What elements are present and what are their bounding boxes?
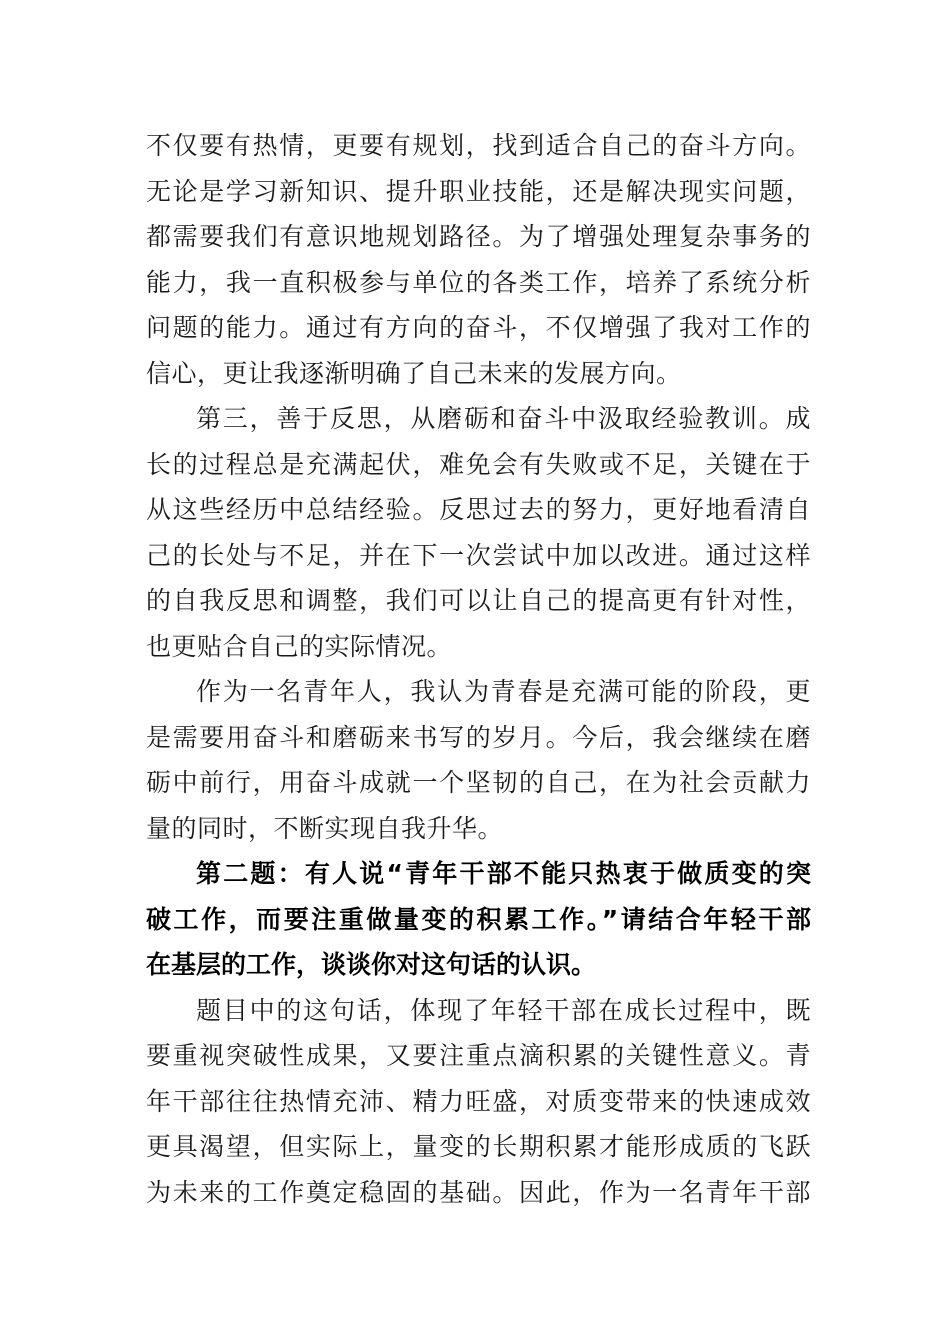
text-line: 要重视突破性成果，又要注重点滴积累的关键性意义。青 (146, 1041, 811, 1070)
text-line: 不仅要有热情，更要有规划，找到适合自己的奋斗方向。 (146, 131, 811, 160)
text-line: 问题的能力。通过有方向的奋斗，不仅增强了我对工作的 (146, 313, 811, 342)
text-line: 年干部往往热情充沛、精力旺盛，对质变带来的快速成效 (146, 1086, 811, 1116)
text-line: 为未来的工作奠定稳固的基础。因此，作为一名青年干部 (146, 1177, 811, 1207)
text-line: 从这些经历中总结经验。反思过去的努力，更好地看清自 (146, 495, 811, 524)
text-line: 砺中前行，用奋斗成就一个坚韧的自己，在为社会贡献力 (146, 768, 811, 797)
text-line: 长的过程总是充满起伏，难免会有失败或不足，关键在于 (146, 449, 811, 479)
question-heading-line: 破工作，而要注重做量变的积累工作。”请结合年轻干部 (146, 904, 811, 934)
text-line: 量的同时，不断实现自我升华。 (146, 813, 504, 843)
paragraph-first-line: 作为一名青年人，我认为青春是充满可能的阶段，更 (196, 677, 811, 706)
text-line: 更具渴望，但实际上，量变的长期积累才能形成质的飞跃 (146, 1132, 811, 1161)
paragraph-first-line: 题目中的这句话，体现了年轻干部在成长过程中，既 (196, 995, 811, 1025)
document-body (146, 123, 811, 1215)
question-heading-line: 第二题：有人说“青年干部不能只热衷于做质变的突 (196, 859, 811, 888)
paragraph-first-line: 第三，善于反思，从磨砺和奋斗中汲取经验教训。成 (196, 404, 811, 433)
text-line: 无论是学习新知识、提升职业技能，还是解决现实问题， (146, 176, 811, 206)
text-line: 的自我反思和调整，我们可以让自己的提高更有针对性， (146, 586, 811, 615)
text-line: 也更贴合自己的实际情况。 (146, 631, 453, 661)
text-line: 是需要用奋斗和磨砺来书写的岁月。今后，我会继续在磨 (146, 722, 811, 752)
text-line: 能力，我一直积极参与单位的各类工作，培养了系统分析 (146, 267, 811, 297)
text-line: 信心，更让我逐渐明确了自己未来的发展方向。 (146, 358, 682, 388)
question-heading-line: 在基层的工作，谈谈你对这句话的认识。 (146, 950, 597, 979)
text-line: 己的长处与不足，并在下一次尝试中加以改进。通过这样 (146, 540, 811, 570)
text-line: 都需要我们有意识地规划路径。为了增强处理复杂事务的 (146, 222, 811, 251)
